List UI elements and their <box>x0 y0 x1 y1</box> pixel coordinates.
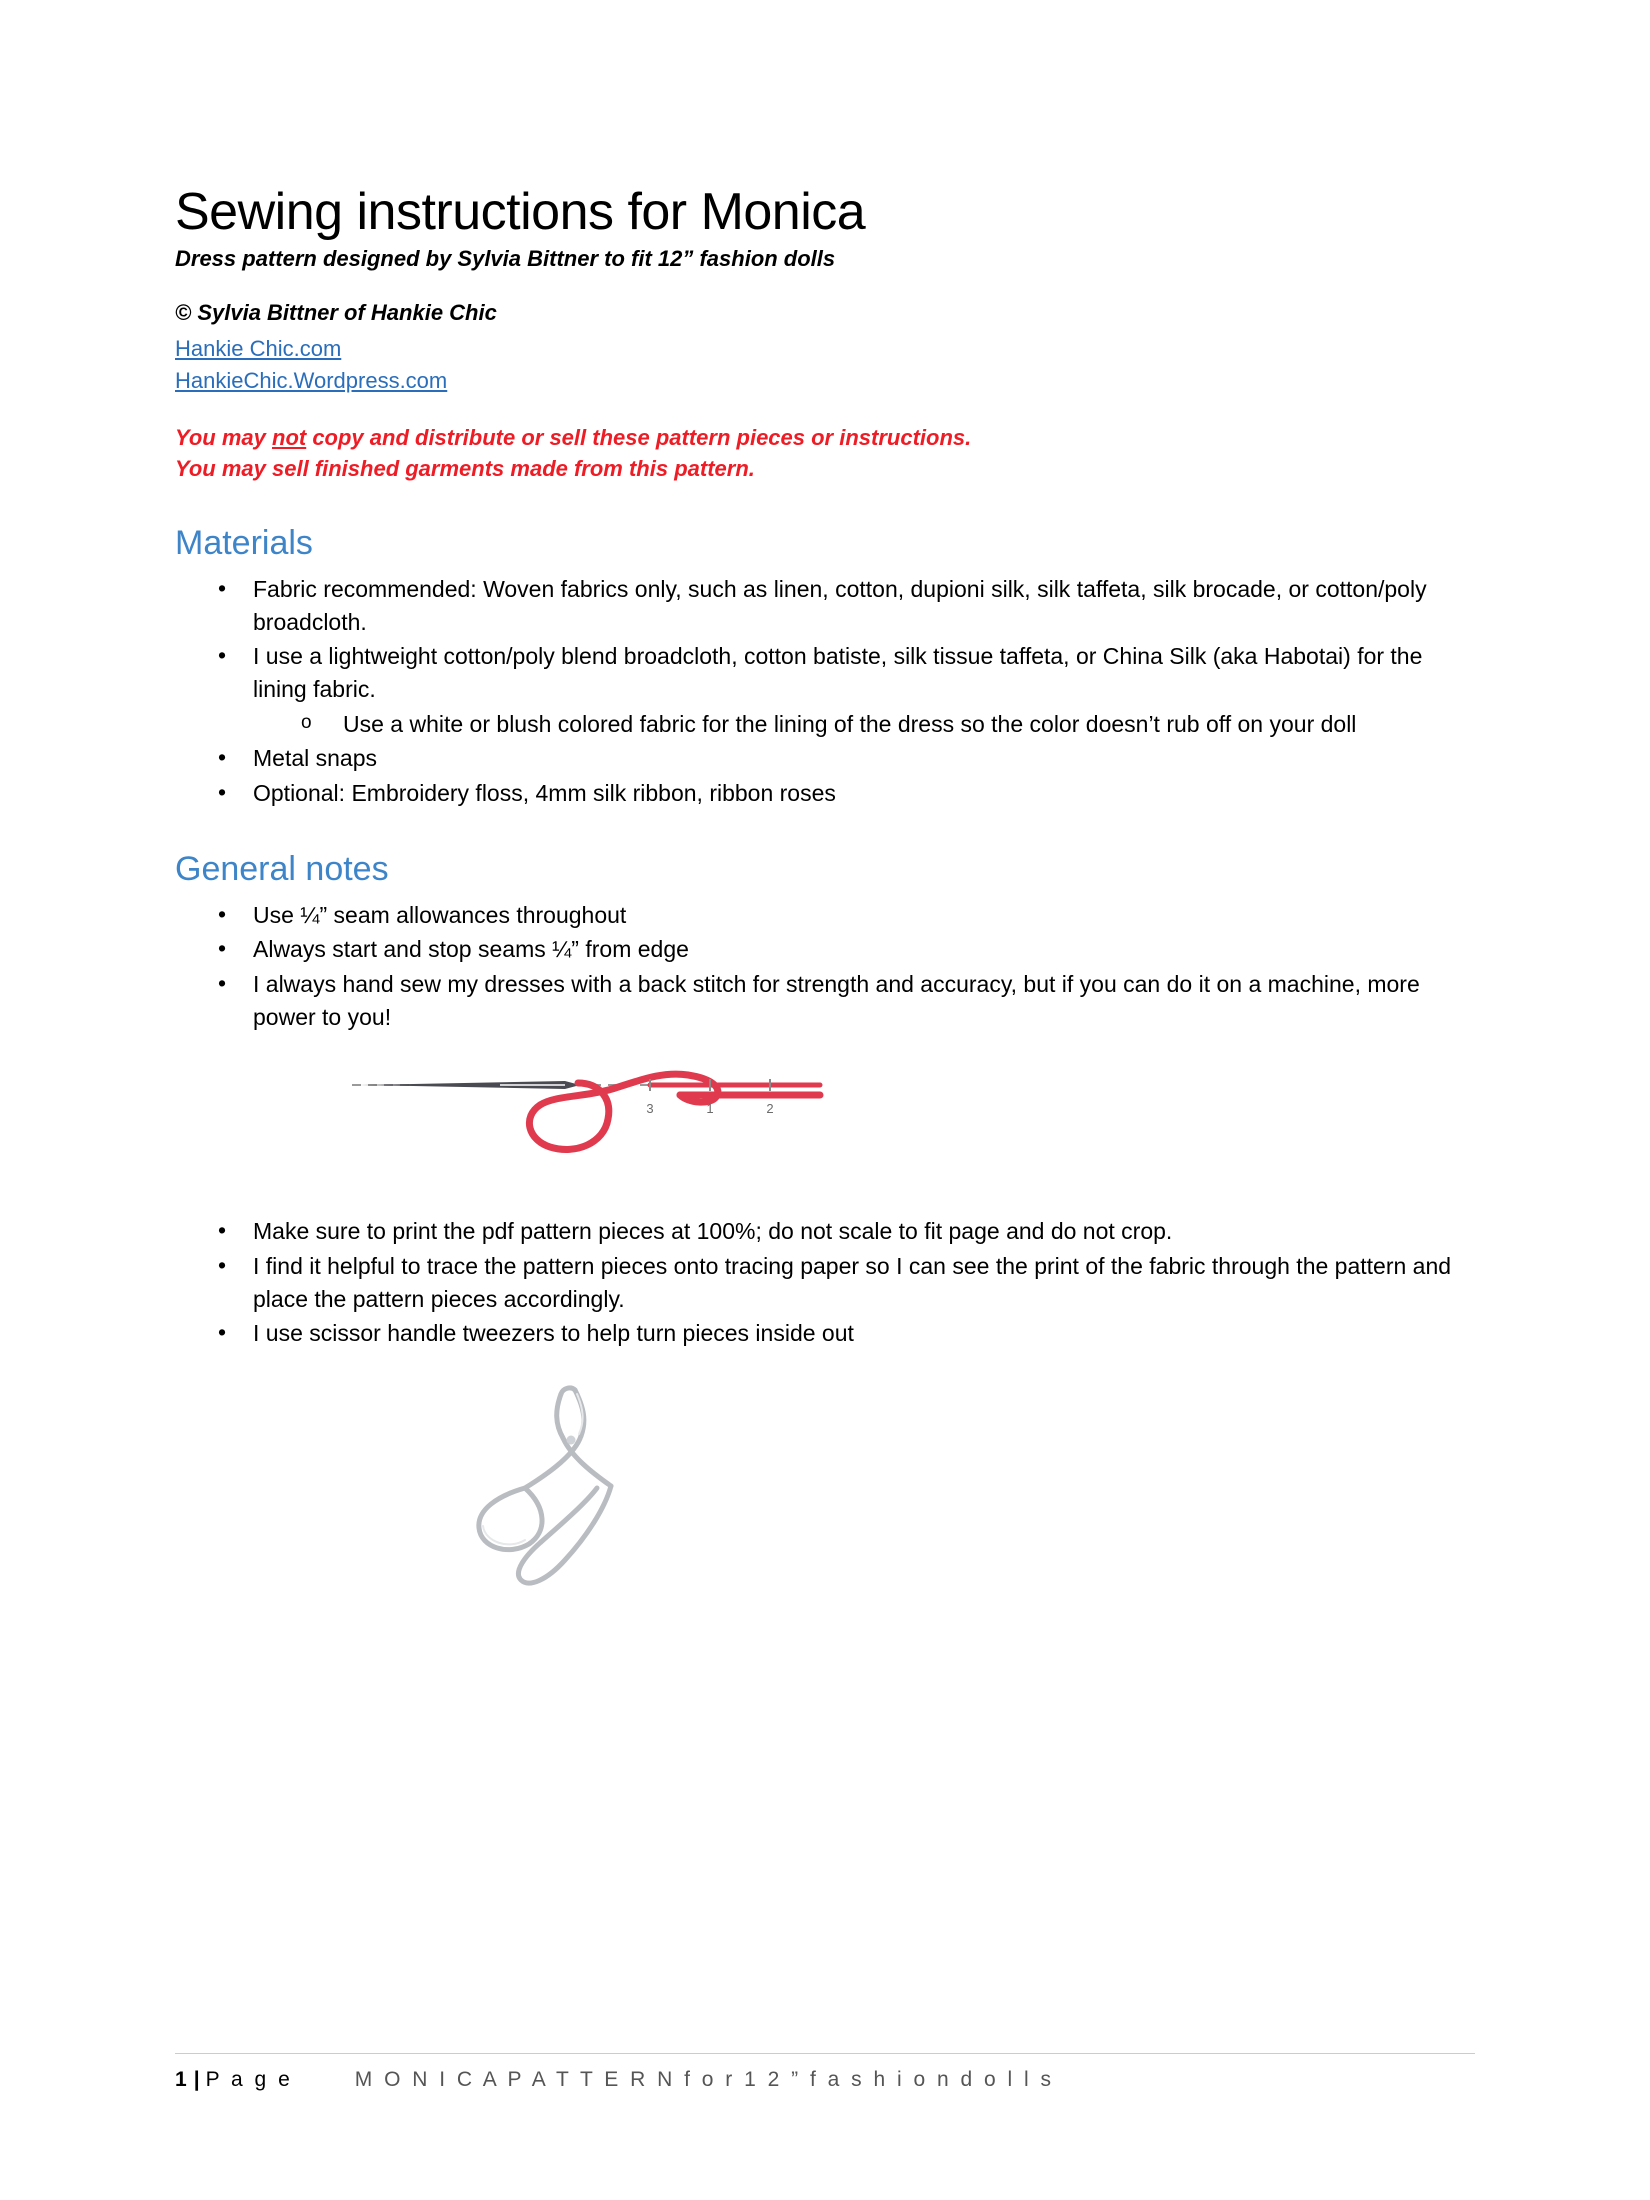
footer-separator: | <box>193 2068 200 2091</box>
notice-line-1-before: You may <box>175 424 272 450</box>
svg-text:2: 2 <box>766 1101 774 1117</box>
link-hankiechic-wordpress-com[interactable]: HankieChic.Wordpress.com <box>175 367 448 393</box>
footer-page-number: 1 <box>175 2068 188 2091</box>
back-stitch-diagram <box>350 1055 830 1185</box>
notice-line-2: You may sell finished garments made from this pattern. <box>175 455 755 481</box>
general-notes-list-top <box>175 899 1475 1034</box>
list-item: • Always start and stop seams ¼” from edge <box>175 933 1475 966</box>
list-item: • Metal snaps <box>175 742 1475 775</box>
section-heading-general-notes: General notes <box>175 849 389 888</box>
list-item-text: I use a lightweight cotton/poly blend broadcloth, cotton batiste, silk tissue taffeta, or China Silk (aka Habotai) for the lining fabric. <box>253 643 1423 703</box>
list-item: o Use a white or blush colored fabric for the lining of the dress so the color doesn’t rub off on your doll <box>253 708 1475 741</box>
page-subtitle: Dress pattern designed by Sylvia Bittner to fit 12” fashion dolls <box>175 245 836 271</box>
svg-text:3: 3 <box>646 1101 654 1117</box>
svg-text:1: 1 <box>706 1101 714 1117</box>
page-title: Sewing instructions for Monica <box>175 183 866 241</box>
copyright-notice <box>175 422 1475 484</box>
list-item: • Use ¼” seam allowances throughout <box>175 899 1475 932</box>
footer-page-label: P a g e <box>205 2068 293 2091</box>
list-item <box>175 640 1475 740</box>
list-item: • I use scissor handle tweezers to help turn pieces inside out <box>175 1317 1475 1350</box>
materials-list <box>175 573 1475 810</box>
link-hankie-chic-com[interactable]: Hankie Chic.com <box>175 335 342 361</box>
notice-emphasis-not: not <box>272 424 307 450</box>
footer-document-reference: M O N I C A P A T T E R N f o r 1 2 ” f a s h i o n d o l l s <box>354 2068 1055 2091</box>
notice-line-1-after: copy and distribute or sell these pattern pieces or instructions. <box>306 424 972 450</box>
list-item: • I always hand sew my dresses with a back stitch for strength and accuracy, but if you can do it on a machine, more power to you! <box>175 968 1475 1033</box>
materials-sublist <box>253 708 1475 741</box>
list-item: • Fabric recommended: Woven fabrics only, such as linen, cotton, dupioni silk, silk taffeta, silk brocade, or cotton/poly broadcloth. <box>175 573 1475 638</box>
list-item: • I find it helpful to trace the pattern pieces onto tracing paper so I can see the print of the fabric through the pattern and place the pattern pieces accordingly. <box>175 1250 1475 1315</box>
general-notes-list-bottom <box>175 1215 1475 1350</box>
copyright-line: © Sylvia Bittner of Hankie Chic <box>175 299 497 325</box>
list-item: • Optional: Embroidery floss, 4mm silk ribbon, ribbon roses <box>175 777 1475 810</box>
section-heading-materials: Materials <box>175 524 313 563</box>
page-footer <box>175 2053 1475 2092</box>
list-item: • Make sure to print the pdf pattern pieces at 100%; do not scale to fit page and do not crop. <box>175 1215 1475 1248</box>
notice-line-1 <box>175 422 1475 453</box>
scissor-handle-tweezers-photo <box>425 1376 685 1606</box>
